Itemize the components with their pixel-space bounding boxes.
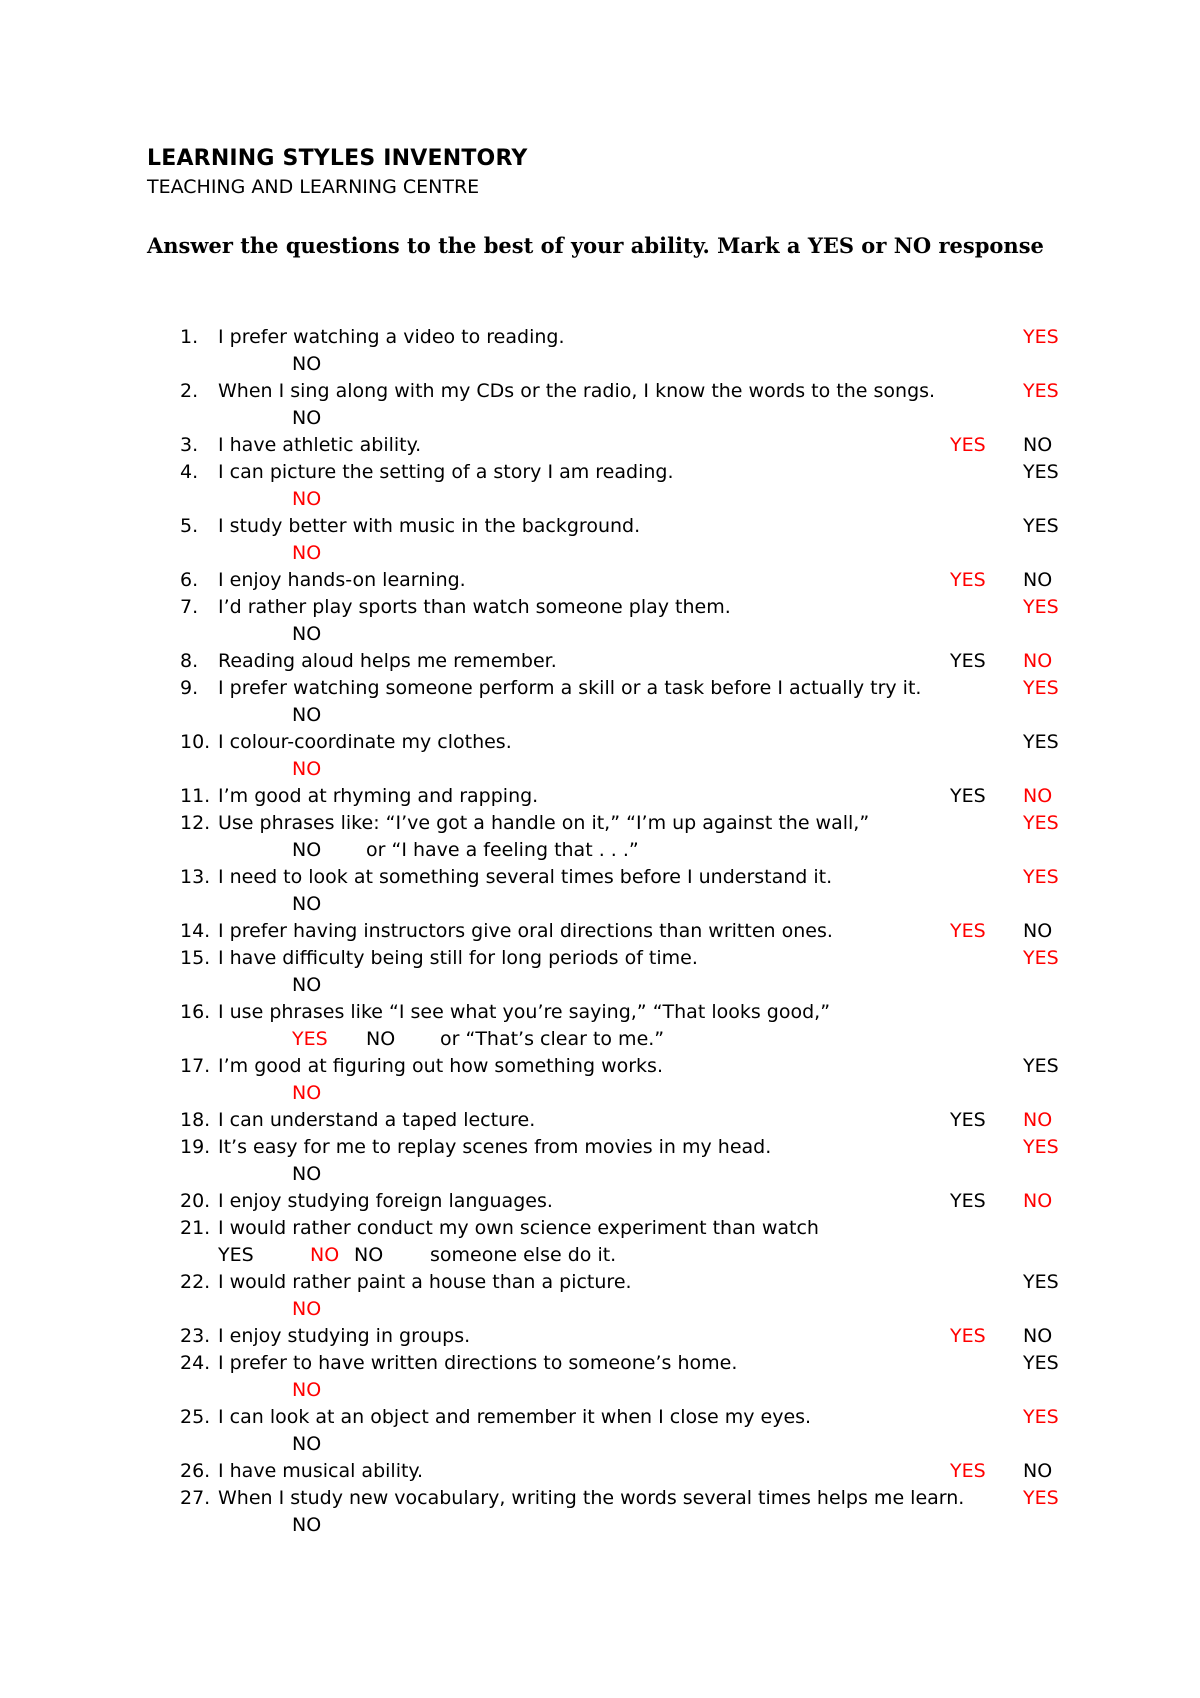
question-text: I need to look at something several times before I understand it. [218, 866, 833, 888]
question-text-continued: or “I have a feeling that . . .” [366, 839, 639, 861]
question-text: I prefer watching a video to reading. [218, 326, 565, 348]
answer-no[interactable]: NO [292, 353, 322, 375]
question-text: I study better with music in the background. [218, 515, 641, 537]
question-item [0, 945, 1200, 999]
question-item [0, 594, 1200, 648]
question-item [0, 810, 1200, 864]
answer-yes[interactable]: YES [950, 434, 986, 456]
answer-yes[interactable]: YES [1023, 1487, 1059, 1509]
question-item [0, 459, 1200, 513]
answer-yes[interactable]: YES [950, 1325, 986, 1347]
question-item [0, 999, 1200, 1053]
answer-no[interactable]: NO [292, 1379, 322, 1401]
question-number: 5. [180, 515, 199, 537]
answer-no[interactable]: NO [292, 488, 322, 510]
question-text: I enjoy hands-on learning. [218, 569, 466, 591]
answer-no[interactable]: NO [1023, 785, 1053, 807]
answer-yes[interactable]: YES [292, 1028, 328, 1050]
question-item [0, 1404, 1200, 1458]
question-item [0, 378, 1200, 432]
question-number: 12. [180, 812, 211, 834]
question-text: I prefer to have written directions to someone’s home. [218, 1352, 738, 1374]
answer-yes[interactable]: YES [1023, 731, 1059, 753]
question-item [0, 1134, 1200, 1188]
question-item [0, 324, 1200, 378]
answer-no[interactable]: NO [1023, 1190, 1053, 1212]
answer-yes[interactable]: YES [1023, 1271, 1059, 1293]
answer-yes[interactable]: YES [218, 1244, 254, 1266]
answer-no[interactable]: NO [366, 1028, 396, 1050]
question-text: I’m good at rhyming and rapping. [218, 785, 539, 807]
question-text: I prefer having instructors give oral directions than written ones. [218, 920, 833, 942]
question-number: 21. [180, 1217, 211, 1239]
answer-no[interactable]: NO [292, 623, 322, 645]
answer-no[interactable]: NO [292, 974, 322, 996]
page-title: LEARNING STYLES INVENTORY [147, 146, 528, 171]
answer-no[interactable]: NO [292, 839, 322, 861]
answer-yes[interactable]: YES [950, 920, 986, 942]
answer-no[interactable]: NO [1023, 650, 1053, 672]
question-item [0, 1215, 1200, 1269]
answer-yes[interactable]: YES [1023, 812, 1059, 834]
answer-yes[interactable]: YES [1023, 380, 1059, 402]
question-number: 17. [180, 1055, 211, 1077]
answer-yes[interactable]: YES [950, 650, 986, 672]
question-text: I can picture the setting of a story I am reading. [218, 461, 674, 483]
question-text: I’d rather play sports than watch someone play them. [218, 596, 731, 618]
answer-no[interactable]: NO [292, 542, 322, 564]
answer-no[interactable]: NO [292, 1514, 322, 1536]
question-item [0, 513, 1200, 567]
question-item [0, 1269, 1200, 1323]
question-item [0, 864, 1200, 918]
answer-no[interactable]: NO [292, 1298, 322, 1320]
answer-no[interactable]: NO [1023, 434, 1053, 456]
question-text: When I study new vocabulary, writing the words several times helps me learn. [218, 1487, 965, 1509]
question-number: 7. [180, 596, 199, 618]
question-text: I can understand a taped lecture. [218, 1109, 536, 1131]
answer-no[interactable]: NO [292, 1082, 322, 1104]
question-text: I enjoy studying in groups. [218, 1325, 471, 1347]
question-number: 25. [180, 1406, 211, 1428]
question-number: 24. [180, 1352, 211, 1374]
question-number: 18. [180, 1109, 211, 1131]
question-number: 27. [180, 1487, 211, 1509]
question-item [0, 1350, 1200, 1404]
question-text-continued: someone else do it. [430, 1244, 617, 1266]
question-number: 15. [180, 947, 211, 969]
question-text: I use phrases like “I see what you’re saying,” “That looks good,” [218, 1001, 831, 1023]
answer-yes[interactable]: YES [1023, 461, 1059, 483]
question-number: 22. [180, 1271, 211, 1293]
answer-yes[interactable]: YES [1023, 866, 1059, 888]
page-subtitle: TEACHING AND LEARNING CENTRE [147, 176, 480, 198]
answer-yes[interactable]: YES [950, 569, 986, 591]
answer-no[interactable]: NO [292, 407, 322, 429]
question-text: I would rather paint a house than a picture. [218, 1271, 632, 1293]
answer-no[interactable]: NO [1023, 569, 1053, 591]
question-text: I colour-coordinate my clothes. [218, 731, 512, 753]
question-number: 16. [180, 1001, 211, 1023]
question-text: I can look at an object and remember it when I close my eyes. [218, 1406, 812, 1428]
answer-yes[interactable]: YES [950, 1109, 986, 1131]
instructions: Answer the questions to the best of your ability. Mark a YES or NO response [147, 233, 1044, 258]
answer-yes[interactable]: YES [950, 1190, 986, 1212]
question-number: 3. [180, 434, 199, 456]
question-number: 13. [180, 866, 211, 888]
answer-no[interactable]: NO [1023, 920, 1053, 942]
answer-yes[interactable]: YES [1023, 1055, 1059, 1077]
answer-yes[interactable]: YES [1023, 326, 1059, 348]
answer-yes[interactable]: YES [1023, 1352, 1059, 1374]
question-number: 19. [180, 1136, 211, 1158]
question-text: I have athletic ability. [218, 434, 422, 456]
question-text: It’s easy for me to replay scenes from movies in my head. [218, 1136, 772, 1158]
answer-no[interactable]: NO [1023, 1325, 1053, 1347]
question-text: Reading aloud helps me remember. [218, 650, 557, 672]
question-number: 10. [180, 731, 211, 753]
question-number: 8. [180, 650, 199, 672]
question-text: I prefer watching someone perform a skill or a task before I actually try it. [218, 677, 922, 699]
question-text: I’m good at figuring out how something works. [218, 1055, 663, 1077]
question-number: 2. [180, 380, 199, 402]
answer-no[interactable]: NO [292, 1433, 322, 1455]
question-number: 20. [180, 1190, 211, 1212]
answer-no[interactable]: NO [1023, 1460, 1053, 1482]
question-item [0, 729, 1200, 783]
question-number: 6. [180, 569, 199, 591]
answer-no[interactable]: NO [292, 893, 322, 915]
answer-no[interactable]: NO [292, 704, 322, 726]
question-text: I have difficulty being still for long periods of time. [218, 947, 698, 969]
answer-no-duplicate[interactable]: NO [354, 1244, 384, 1266]
question-text: I would rather conduct my own science experiment than watch [218, 1217, 819, 1239]
question-text: Use phrases like: “I’ve got a handle on it,” “I’m up against the wall,” [218, 812, 870, 834]
question-number: 4. [180, 461, 199, 483]
question-text: I have musical ability. [218, 1460, 424, 1482]
answer-yes[interactable]: YES [950, 785, 986, 807]
question-number: 26. [180, 1460, 211, 1482]
question-number: 23. [180, 1325, 211, 1347]
question-number: 11. [180, 785, 211, 807]
answer-yes[interactable]: YES [950, 1460, 986, 1482]
question-item [0, 1053, 1200, 1107]
answer-no[interactable]: NO [310, 1244, 340, 1266]
answer-yes[interactable]: YES [1023, 1406, 1059, 1428]
answer-no[interactable]: NO [292, 758, 322, 780]
question-item [0, 1485, 1200, 1539]
question-text: I enjoy studying foreign languages. [218, 1190, 553, 1212]
answer-no[interactable]: NO [1023, 1109, 1053, 1131]
answer-yes[interactable]: YES [1023, 1136, 1059, 1158]
question-number: 9. [180, 677, 199, 699]
question-number: 1. [180, 326, 199, 348]
question-item [0, 675, 1200, 729]
question-text-continued: or “That’s clear to me.” [440, 1028, 665, 1050]
question-text: When I sing along with my CDs or the radio, I know the words to the songs. [218, 380, 936, 402]
question-number: 14. [180, 920, 211, 942]
answer-yes[interactable]: YES [1023, 677, 1059, 699]
answer-no[interactable]: NO [292, 1163, 322, 1185]
answer-yes[interactable]: YES [1023, 947, 1059, 969]
answer-yes[interactable]: YES [1023, 596, 1059, 618]
answer-yes[interactable]: YES [1023, 515, 1059, 537]
